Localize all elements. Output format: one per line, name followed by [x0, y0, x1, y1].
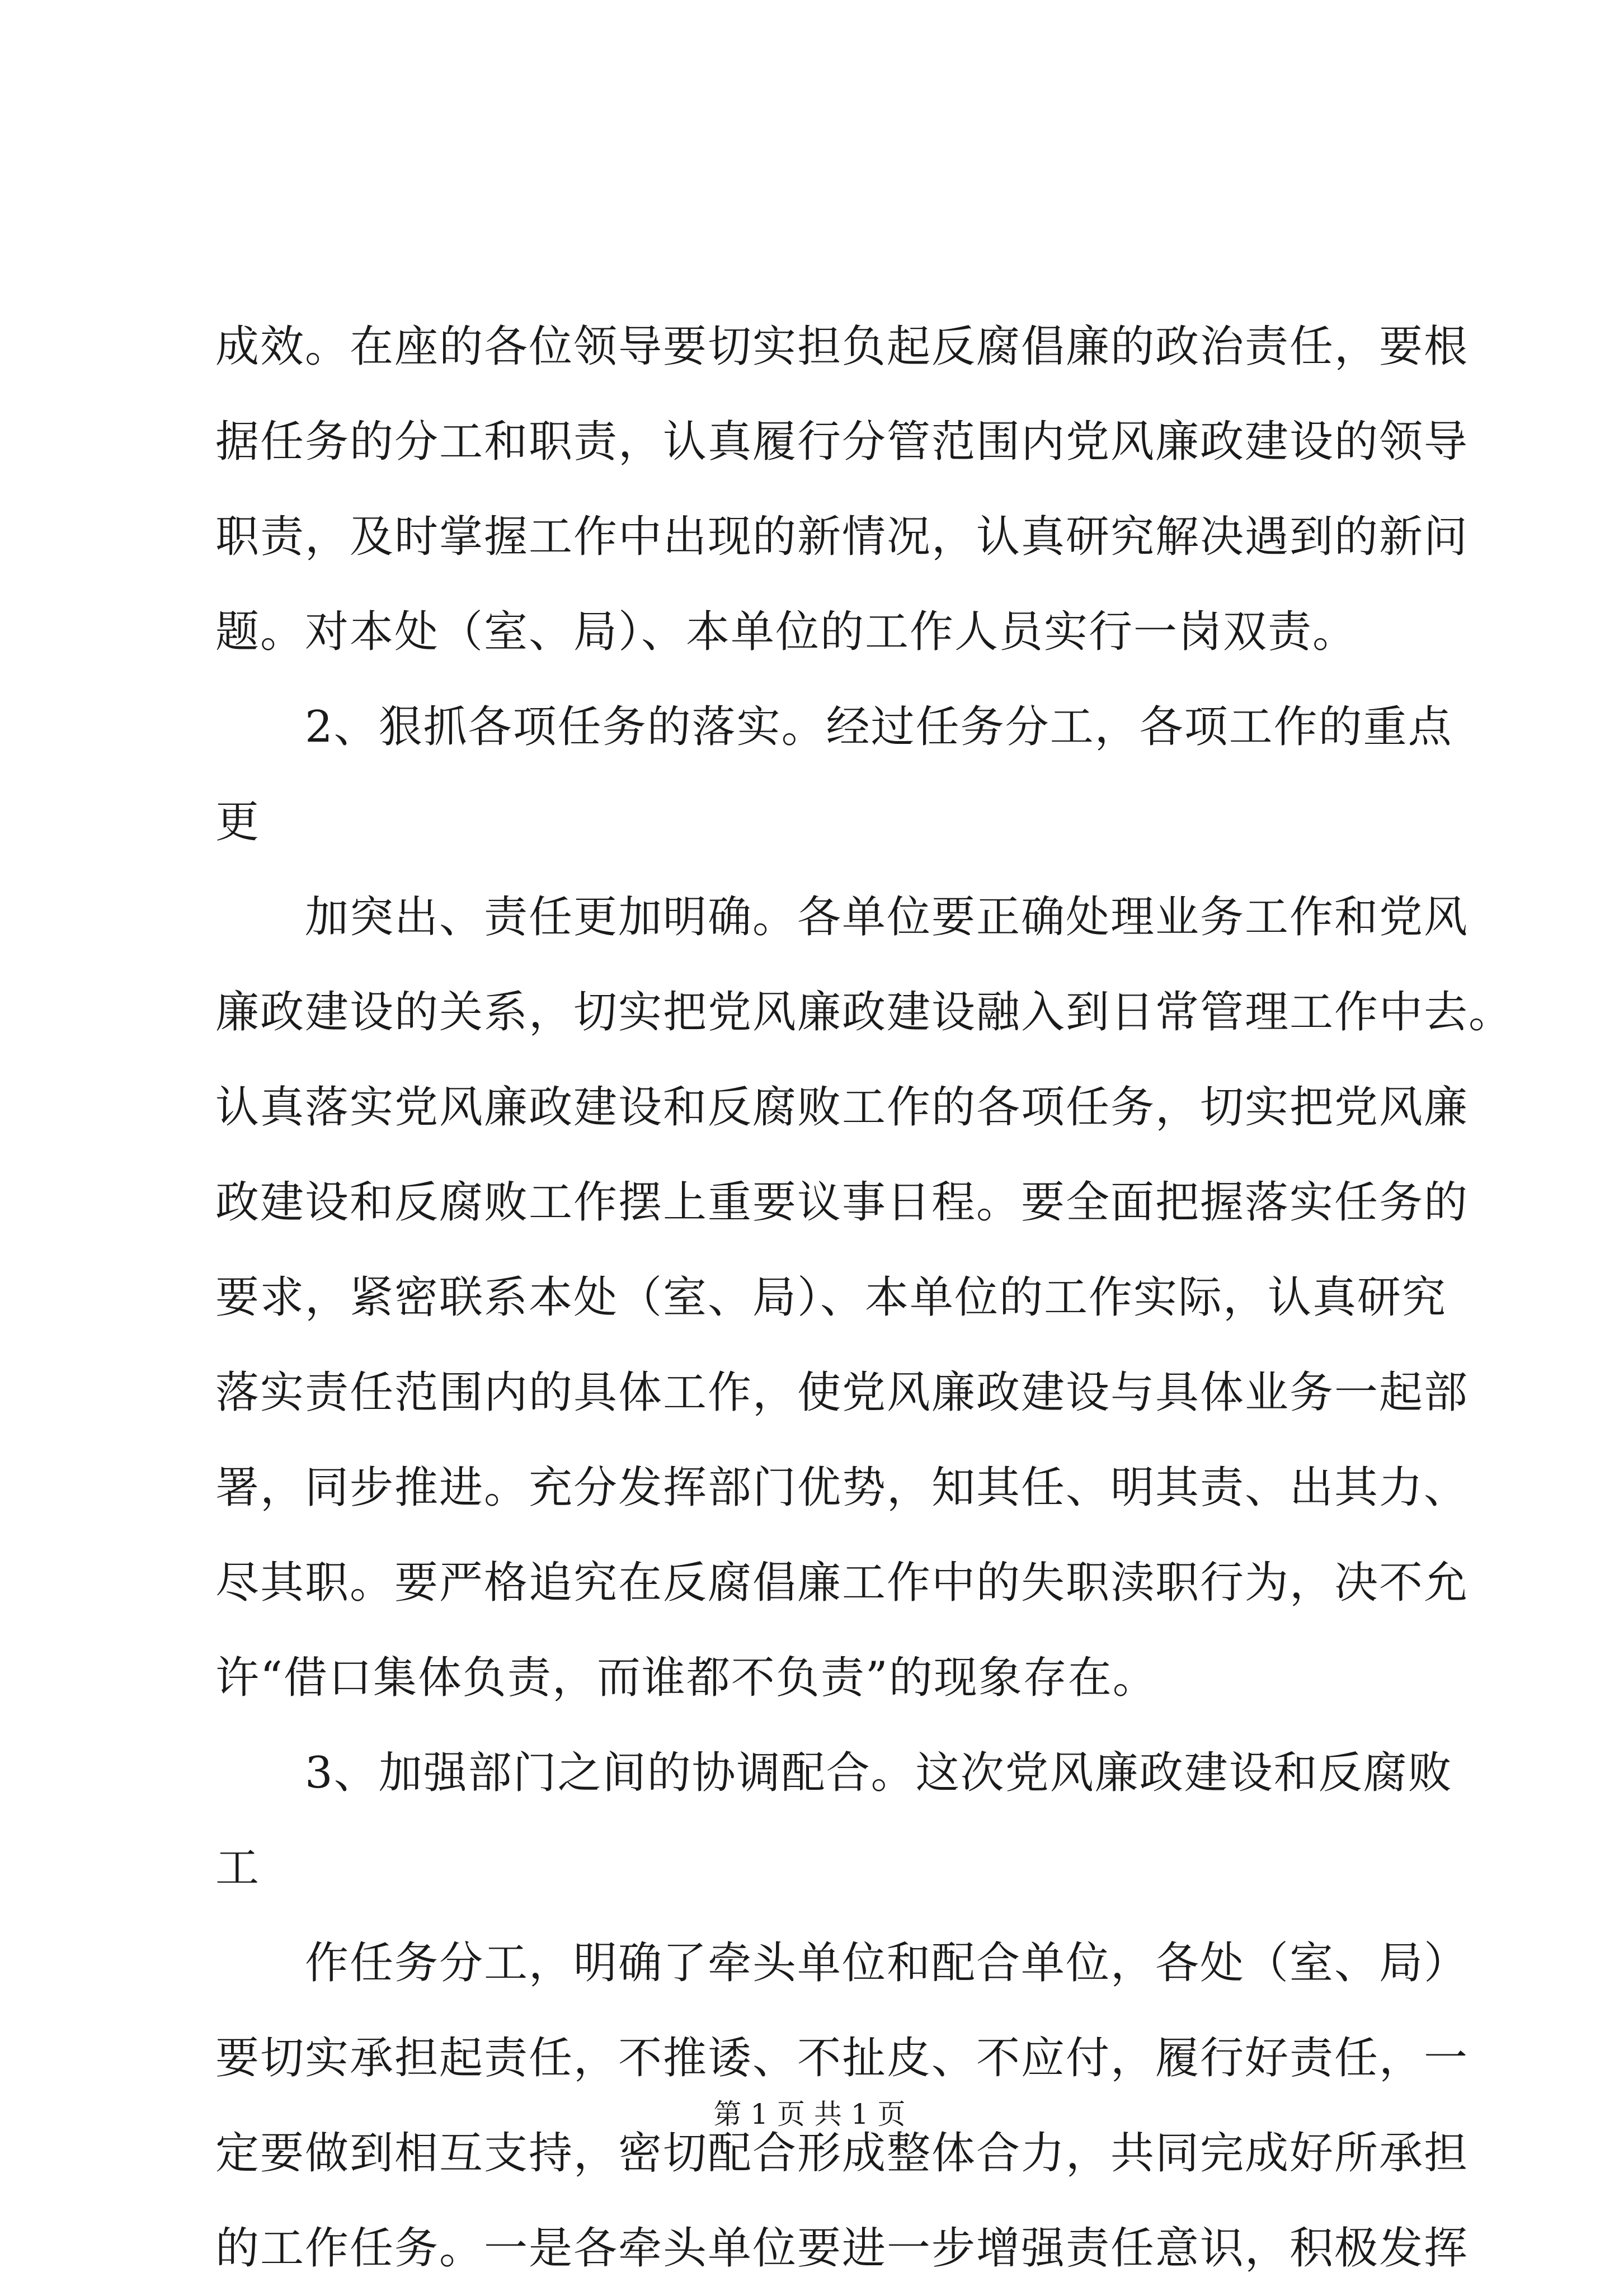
text-line: 许“借口集体负责，而谁都不负责”的现象存在。	[215, 1653, 1157, 1703]
text-line: 署，同步推进。充分发挥部门优势，知其任、明其责、出其力、	[215, 1463, 1469, 1513]
text-line: 更	[215, 797, 261, 847]
text-line: 要切实承担起责任，不推诿、不扯皮、不应付，履行好责任，一	[215, 2033, 1469, 2083]
text-line: 的工作任务。一是各牵头单位要进一步增强责任意识，积极发挥	[215, 2223, 1469, 2274]
text-line: 政建设和反腐败工作摆上重要议事日程。要全面把握落实任务的	[215, 1177, 1469, 1228]
text-line: 加突出、责任更加明确。各单位要正确处理业务工作和党风	[305, 892, 1469, 942]
text-line: 认真落实党风廉政建设和反腐败工作的各项任务，切实把党风廉	[215, 1082, 1469, 1133]
text-line: 题。对本处（室、局）、本单位的工作人员实行一岗双责。	[215, 607, 1358, 657]
text-line: 落实责任范围内的具体工作，使党风廉政建设与具体业务一起部	[215, 1368, 1469, 1418]
text-line: 作任务分工，明确了牵头单位和配合单位，各处（室、局）	[305, 1938, 1469, 1988]
text-line: 工	[215, 1843, 261, 1893]
text-line: 尽其职。要严格追究在反腐倡廉工作中的失职渎职行为，决不允	[215, 1558, 1469, 1608]
paragraph-heading-line: 2、狠抓各项任务的落实。经过任务分工，各项工作的重点	[305, 702, 1453, 752]
text-line: 据任务的分工和职责，认真履行分管范围内党风廉政建设的领导	[215, 417, 1469, 467]
paragraph-heading-line: 3、加强部门之间的协调配合。这次党风廉政建设和反腐败	[305, 1748, 1453, 1798]
document-body	[215, 299, 1514, 2296]
text-line: 定要做到相互支持，密切配合形成整体合力，共同完成好所承担	[215, 2128, 1469, 2179]
page-footer	[0, 2095, 1619, 2134]
text-line: 职责，及时掌握工作中出现的新情况，认真研究解决遇到的新问	[215, 512, 1469, 562]
page-number-label: 第 1 页 共 1 页	[713, 2098, 906, 2130]
text-line: 成效。在座的各位领导要切实担负起反腐倡廉的政治责任，要根	[215, 322, 1469, 372]
text-line: 廉政建设的关系，切实把党风廉政建设融入到日常管理工作中去。	[215, 987, 1514, 1038]
text-line: 要求，紧密联系本处（室、局）、本单位的工作实际，认真研究	[215, 1272, 1447, 1323]
